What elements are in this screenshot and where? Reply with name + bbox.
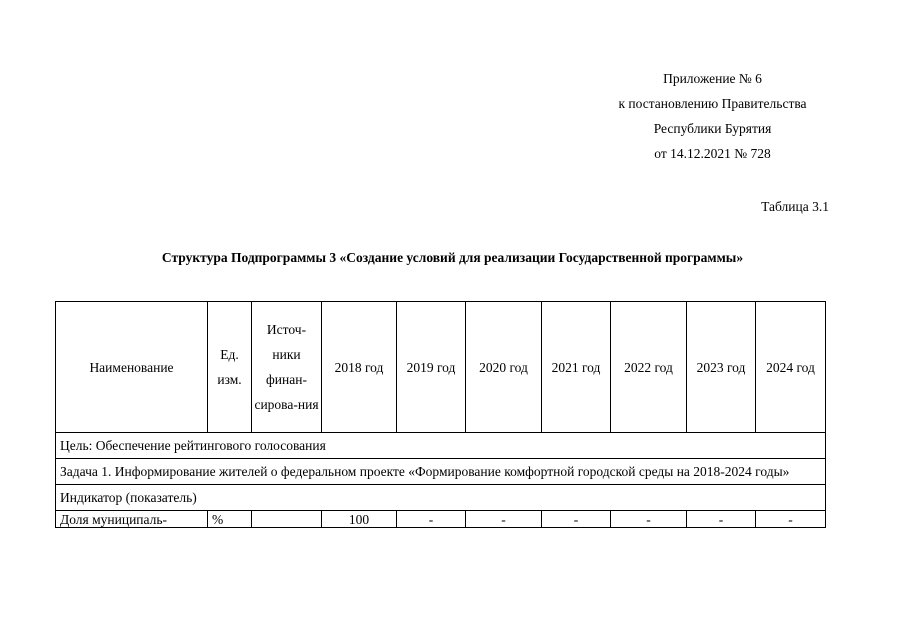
table-row [56, 511, 826, 528]
goal-cell: Цель: Обеспечение рейтингового голосования [56, 433, 826, 459]
row-2019-cell: - [397, 511, 466, 528]
col-2023-header: 2023 год [687, 302, 756, 433]
task-row [56, 459, 826, 485]
col-2024-header: 2024 год [756, 302, 826, 433]
indicator-row [56, 485, 826, 511]
structure-table [55, 301, 826, 528]
indicator-cell: Индикатор (показатель) [56, 485, 826, 511]
col-2020-header: 2020 год [466, 302, 542, 433]
row-2018-cell: 100 [322, 511, 397, 528]
table-header-row [56, 302, 826, 433]
row-2022-cell: - [611, 511, 687, 528]
row-2023-cell: - [687, 511, 756, 528]
appendix-date: от 14.12.2021 № 728 [654, 146, 771, 161]
appendix-resolution: к постановлению Правительства [618, 96, 807, 111]
col-name-header: Наименование [56, 302, 208, 433]
col-2021-header: 2021 год [542, 302, 611, 433]
col-2022-header: 2022 год [611, 302, 687, 433]
col-funding-header: Источ-ники финан-сирова-ния [252, 302, 322, 433]
col-2019-header: 2019 год [397, 302, 466, 433]
task-cell: Задача 1. Информирование жителей о федеральном проекте «Формирование комфортной городской среды на 2018-2024 годы» [56, 459, 826, 485]
row-2021-cell: - [542, 511, 611, 528]
row-unit-cell: % [208, 511, 252, 528]
col-unit-header: Ед. изм. [208, 302, 252, 433]
row-2020-cell: - [466, 511, 542, 528]
row-2024-cell: - [756, 511, 826, 528]
document-title: Структура Подпрограммы 3 «Создание условий для реализации Государственной программы» [161, 250, 744, 265]
row-funding-cell [252, 511, 322, 528]
goal-row [56, 433, 826, 459]
table-number: Таблица 3.1 [761, 199, 829, 214]
appendix-number: Приложение № 6 [663, 71, 762, 86]
appendix-authority: Республики Бурятия [653, 121, 772, 136]
appendix-header [590, 66, 835, 166]
row-name-cell: Доля муниципаль- [56, 511, 208, 528]
col-2018-header: 2018 год [322, 302, 397, 433]
